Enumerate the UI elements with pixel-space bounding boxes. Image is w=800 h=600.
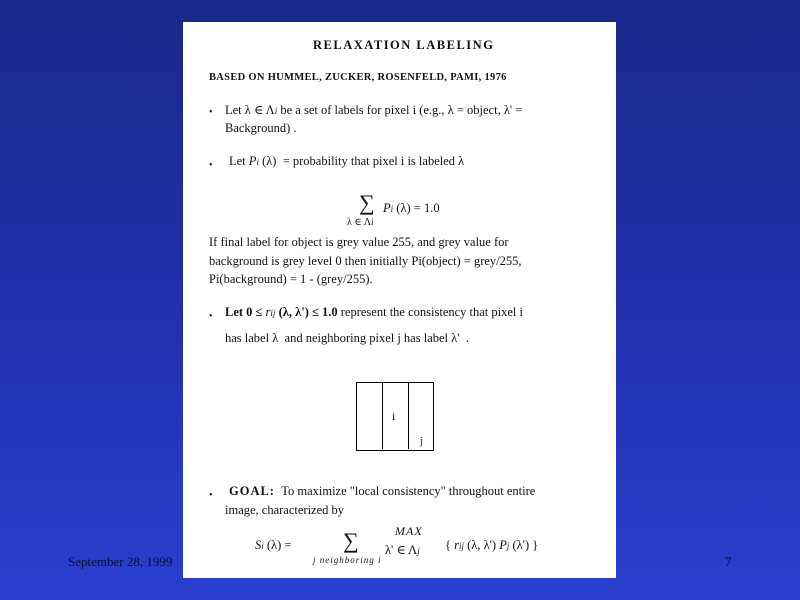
pixel-i-label: i bbox=[392, 409, 396, 423]
equation-consistency-rhs: { rij (λ, λ') Pj (λ') } bbox=[445, 538, 539, 552]
slide-attribution: BASED ON HUMMEL, ZUCKER, ROSENFELD, PAMI, 1976 bbox=[209, 72, 507, 83]
bullet-icon: • bbox=[209, 107, 213, 118]
footer-page-number: 7 bbox=[725, 554, 732, 569]
bullet-icon: • bbox=[209, 311, 213, 322]
sum-index: λ ∈ Λi bbox=[347, 217, 374, 228]
goal-line2: image, characterized by bbox=[225, 503, 345, 517]
bullet-icon: • bbox=[209, 160, 213, 171]
paragraph-line3: Pi(background) = 1 - (grey/255). bbox=[209, 272, 373, 286]
paragraph-line1: If final label for object is grey value 255, and grey value for bbox=[209, 235, 509, 249]
sum-symbol-2: ∑ bbox=[343, 528, 359, 553]
bullet1-line2: Background) . bbox=[225, 121, 297, 135]
slide-page bbox=[183, 22, 616, 578]
sum-index-2: j neighboring i bbox=[313, 555, 382, 565]
slide-title: RELAXATION LABELING bbox=[313, 38, 495, 52]
equation-normalization: Pi (λ) = 1.0 bbox=[383, 201, 440, 215]
pixel-grid-center-column bbox=[382, 382, 409, 449]
paragraph-line2: background is grey level 0 then initially Pi(object) = grey/255, bbox=[209, 254, 522, 268]
goal-line1: GOAL: To maximize "local consistency" throughout entire bbox=[229, 484, 536, 498]
pixel-j-label: j bbox=[420, 436, 423, 447]
bullet-icon: • bbox=[209, 490, 213, 501]
max-operator: MAX bbox=[395, 524, 423, 538]
lambda-prime-set: λ' ∈ Λj bbox=[385, 543, 420, 557]
footer-date: September 28, 1999 bbox=[68, 554, 173, 569]
bullet1-line1: Let λ ∈ Λi be a set of labels for pixel i (e.g., λ = object, λ' = bbox=[225, 103, 523, 117]
bullet3-line2: has label λ and neighboring pixel j has label λ' . bbox=[225, 331, 469, 345]
sum-symbol: ∑ bbox=[359, 190, 375, 215]
equation-consistency-lhs: Si (λ) = bbox=[255, 538, 292, 552]
bullet3-line1: Let 0 ≤ rij (λ, λ') ≤ 1.0 represent the consistency that pixel i bbox=[225, 305, 523, 319]
bullet2-text: Let Pi (λ) = probability that pixel i is labeled λ bbox=[229, 154, 465, 168]
